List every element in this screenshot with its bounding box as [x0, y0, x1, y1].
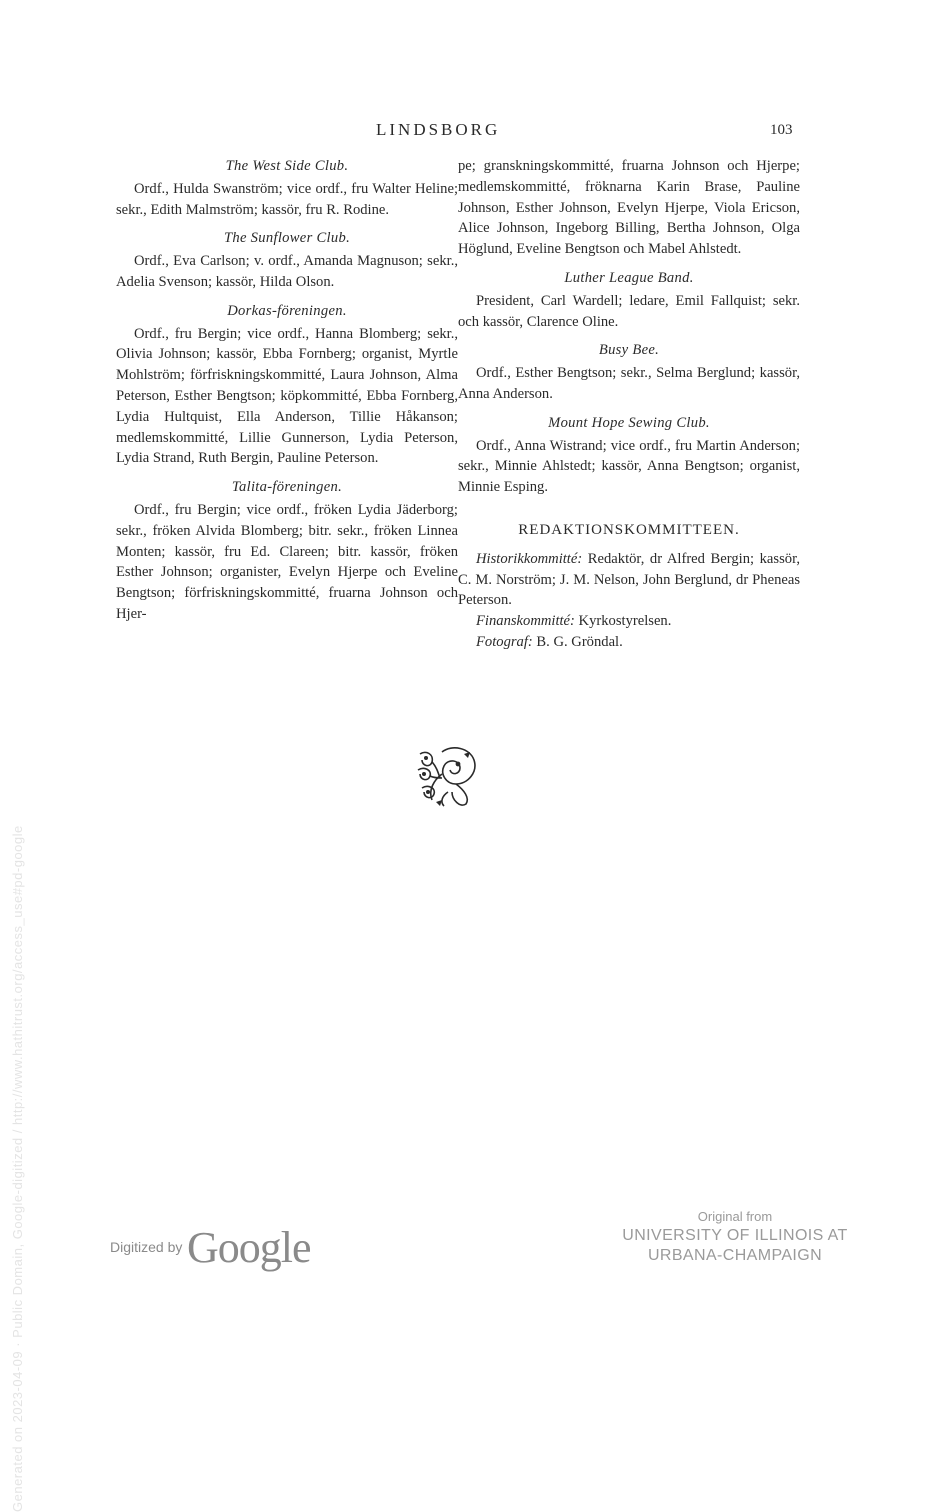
section-title: Dorkas-föreningen. [227, 302, 347, 319]
section-body: President, Carl Wardell; ledare, Emil Fallquist; sekr. och kassör, Clarence Oline. [458, 292, 800, 330]
photo-text: B. G. Gröndal. [532, 633, 623, 650]
section-title: The Sunflower Club. [223, 230, 351, 247]
running-title: LINDSBORG [376, 120, 501, 139]
section-title: Mount Hope Sewing Club. [548, 414, 710, 431]
digitized-label: Digitized by [110, 1239, 183, 1255]
history-role: Historikkommitté: [476, 550, 583, 567]
editorial-heading: REDAKTIONSKOMMITTEEN. [518, 521, 740, 538]
finance-role: Finanskommitté: [476, 613, 575, 630]
section-body: Ordf., Anna Wistrand; vice ordf., fru Martin Anderson; sekr., Minnie Ahlstedt; kassör, Anna Bengtson; organist, Minnie Esping. [458, 437, 800, 496]
continuation-paragraph: pe; granskningskommitté, fruarna Johnson och Hjerpe; medlemskommitté, fröknarna Karin Brase, Pauline Johnson, Esther Johnson, Evelyn Hjerpe, Viola Ericson, Alice Johnson, Ingeborg Billing, Bertha Johnson, Olga Höglund, Eveline Bengtson och Mabel Ahlstedt. [458, 158, 800, 258]
club-section [458, 340, 800, 404]
institution-line-2: URBANA-CHAMPAIGN [647, 1247, 823, 1264]
left-column [116, 156, 458, 633]
club-section [116, 228, 458, 292]
original-label: Original from [697, 1209, 773, 1224]
club-section [458, 268, 800, 332]
club-section [458, 413, 800, 498]
side-watermark: Generated on 2023-04-09 · Public Domain, Google-digitized / http://www.hathitrust.org/access_use#pd-google [10, 825, 25, 1512]
club-section [116, 301, 458, 469]
google-logo: Google [187, 1223, 311, 1272]
finance-committee [458, 611, 800, 632]
section-body: Ordf., Eva Carlson; v. ordf., Amanda Magnuson; sekr., Adelia Svenson; kassör, Hilda Olson. [116, 253, 458, 290]
club-section [116, 156, 458, 220]
section-title: Busy Bee. [598, 342, 660, 359]
section-body: Ordf., fru Bergin; vice ordf., Hanna Blomberg; sekr., Olivia Johnson; kassör, Ebba Fornberg; organist, Myrtle Mohlström; förfriskningskommitté, Laura Johnson, Alma Peterson, Esther Bengtson; köpkommitté, Ebba Fornberg, Lydia Hultquist, Ella Anderson, Tillie Håkanson; medlemskommitté, Lillie Gunnerson, Lydia Peterson, Lydia Strand, Ruth Bergin, Pauline Peterson. [116, 325, 458, 467]
photo-role: Fotograf: [476, 633, 533, 650]
finance-text: Kyrkostyrelsen. [574, 613, 672, 630]
institution-line-1: UNIVERSITY OF ILLINOIS AT [622, 1227, 848, 1244]
floral-ornament-icon [412, 744, 480, 808]
original-from [600, 1208, 870, 1266]
page-number: 103 [770, 122, 793, 138]
history-committee [458, 549, 800, 611]
section-title: Luther League Band. [564, 269, 694, 286]
section-body: Ordf., Hulda Swanström; vice ordf., fru Walter Heline; sekr., Edith Malmström; kassör, fru R. Rodine. [116, 180, 458, 218]
right-column [458, 156, 800, 653]
section-body: Ordf., Esther Bengtson; sekr., Selma Berglund; kassör, Anna Anderson. [458, 365, 800, 402]
club-section [116, 477, 458, 625]
page-header [0, 120, 941, 144]
photographer [458, 632, 800, 653]
history-text: Redaktör, dr Alfred Bergin; kassör, C. M. Norström; J. M. Nelson, John Berglund, dr Pheneas Peterson. [458, 550, 800, 609]
section-body: Ordf., fru Bergin; vice ordf., fröken Lydia Jäderborg; sekr., fröken Alvida Blomberg; bitr. sekr., fröken Linnea Monten; kassör, fru Ed. Clareen; bitr. kassör, fröken Esther Johnson; organister, Evelyn Hjerpe och Eveline Bengtson; förfriskningskommitté, fruarna Johnson och Hjer- [116, 501, 458, 622]
section-title: Talita-föreningen. [231, 479, 343, 496]
section-title: The West Side Club. [225, 158, 349, 174]
